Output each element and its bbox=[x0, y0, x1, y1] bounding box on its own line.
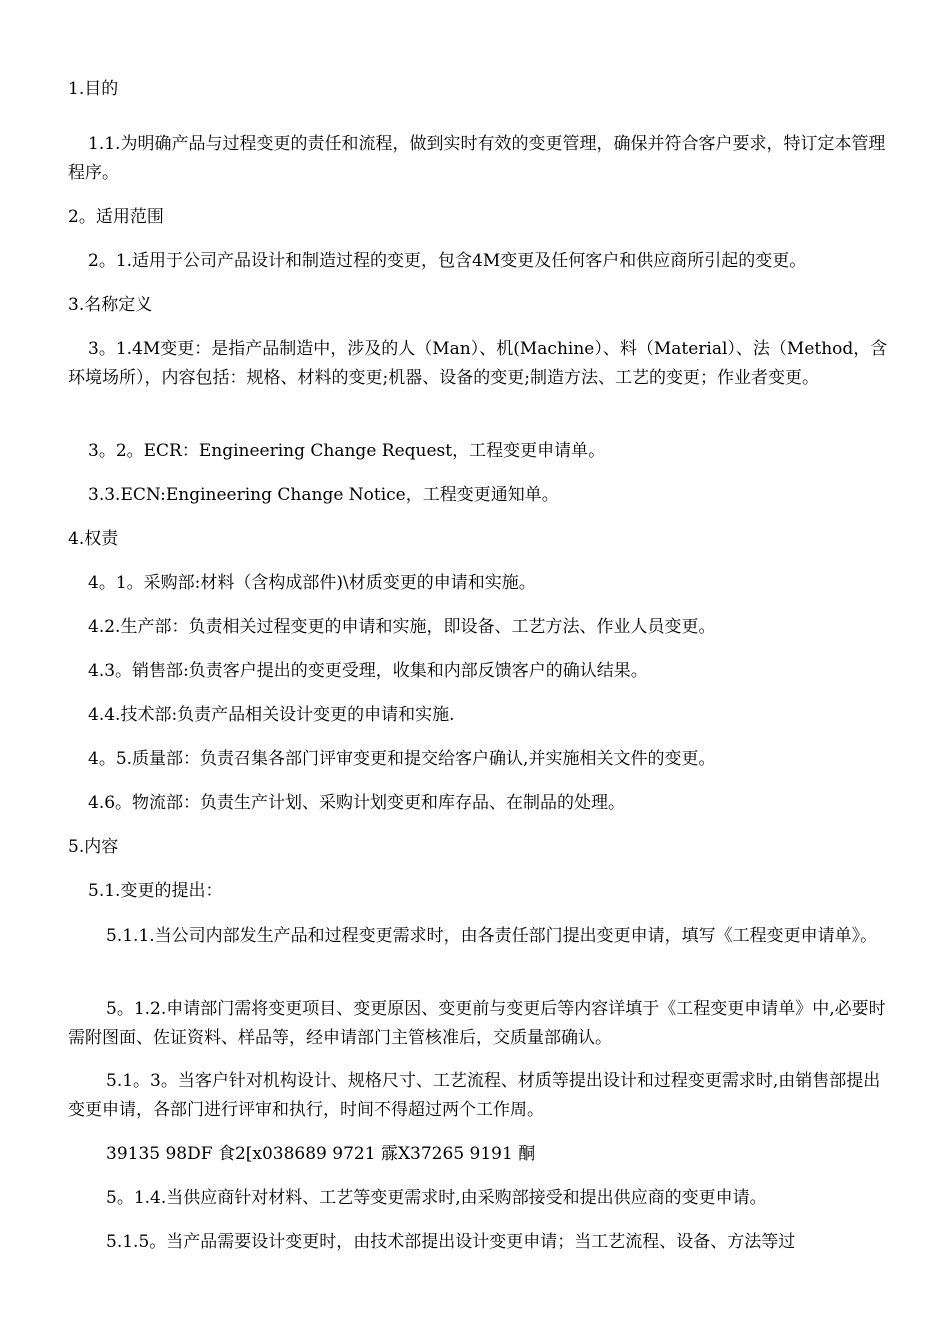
clause-3-2: 3。2。ECR：Engineering Change Request，工程变更申请单。 bbox=[88, 441, 606, 461]
clause-4-1: 4。1。采购部:材料（含构成部件)\材质变更的申请和实施。 bbox=[88, 573, 536, 593]
clause-5-1: 5.1.变更的提出： bbox=[88, 881, 223, 901]
clause-3-1: 3。1.4M变更：是指产品制造中，涉及的人（Man）、机(Machine）、料（Material）、法（Method，含环境场所），内容包括：规格、材料的变更;机器、设备的变更;制造方法、工艺的变更；作业者变更。 bbox=[68, 339, 888, 388]
section-5-heading: 5.内容 bbox=[68, 837, 119, 857]
clause-1-1: 1.1.为明确产品与过程变更的责任和流程，做到实时有效的变更管理，确保并符合客户要求，特订定本管理程序。 bbox=[68, 134, 886, 183]
section-1-heading: 1.目的 bbox=[68, 79, 119, 99]
section-2-heading: 2。适用范围 bbox=[68, 207, 164, 227]
clause-2-1: 2。1.适用于公司产品设计和制造过程的变更，包含4M变更及任何客户和供应商所引起的变更。 bbox=[88, 251, 807, 271]
clause-4-5: 4。5.质量部：负责召集各部门评审变更和提交给客户确认,并实施相关文件的变更。 bbox=[88, 749, 716, 769]
section-4-heading: 4.权责 bbox=[68, 529, 119, 549]
clause-4-6: 4.6。物流部：负责生产计划、采购计划变更和库存品、在制品的处理。 bbox=[88, 793, 626, 813]
clause-5-1-5: 5.1.5。当产品需要设计变更时，由技术部提出设计变更申请；当工艺流程、设备、方法等过 bbox=[106, 1232, 796, 1252]
clause-5-1-1: 5.1.1.当公司内部发生产品和过程变更需求时，由各责任部门提出变更申请，填写《工程变更申请单》。 bbox=[106, 926, 878, 946]
clause-4-3: 4.3。销售部:负责客户提出的变更受理，收集和内部反馈客户的确认结果。 bbox=[88, 661, 648, 681]
garbled-text-line: 39135 98DF 食2[x038689 9721 霡X37265 9191 酮 bbox=[106, 1144, 536, 1164]
clause-4-4: 4.4.技术部:负责产品相关设计变更的申请和实施. bbox=[88, 705, 455, 725]
clause-5-1-3: 5.1。3。当客户针对机构设计、规格尺寸、工艺流程、材质等提出设计和过程变更需求时,由销售部提出变更申请，各部门进行评审和执行，时间不得超过两个工作周。 bbox=[68, 1071, 881, 1120]
section-3-heading: 3.名称定义 bbox=[68, 295, 153, 315]
clause-4-2: 4.2.生产部：负责相关过程变更的申请和实施，即设备、工艺方法、作业人员变更。 bbox=[88, 617, 716, 637]
clause-5-1-2: 5。1.2.申请部门需将变更项目、变更原因、变更前与变更后等内容详填于《工程变更申请单》中,必要时需附图面、佐证资料、样品等，经申请部门主管核准后，交质量部确认。 bbox=[68, 999, 886, 1048]
clause-5-1-4: 5。1.4.当供应商针对材料、工艺等变更需求时,由采购部接受和提出供应商的变更申请。 bbox=[106, 1188, 767, 1208]
clause-3-3: 3.3.ECN:Engineering Change Notice，工程变更通知单。 bbox=[88, 485, 559, 505]
